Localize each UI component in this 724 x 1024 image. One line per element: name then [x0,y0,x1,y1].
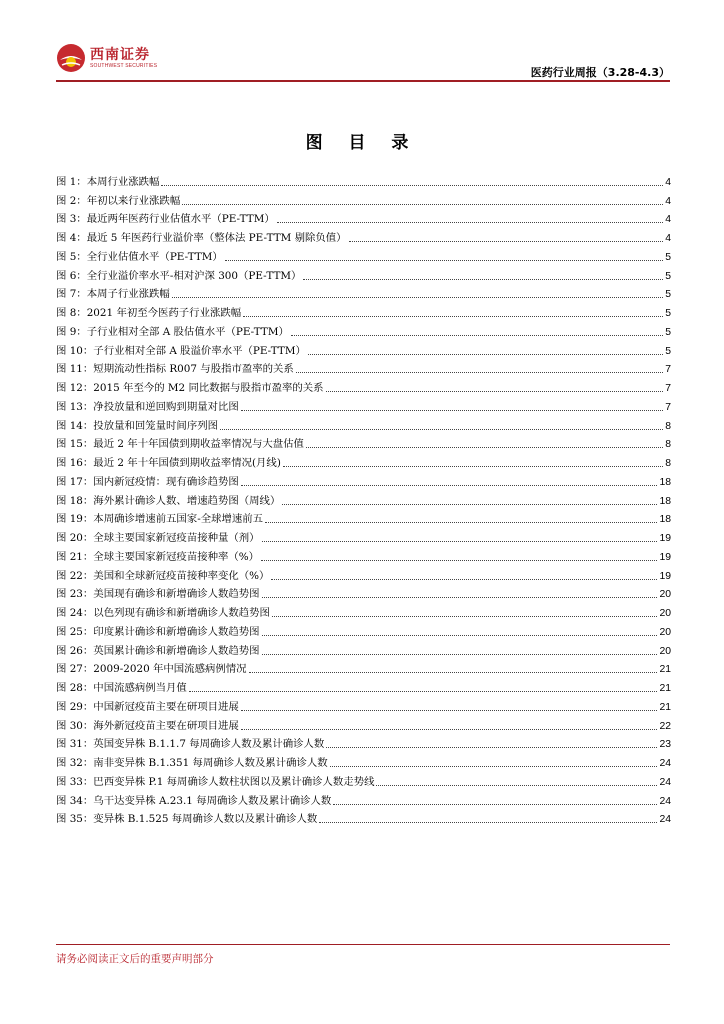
toc-entry-label[interactable]: 图 20：全球主要国家新冠疫苗接种量（剂） [56,532,260,544]
toc-leader-dots [283,466,663,467]
toc-entry-label[interactable]: 图 12：2015 年至今的 M2 同比数据与股指市盈率的关系 [56,382,324,394]
header-divider [56,80,670,82]
toc-leader-dots [330,766,658,767]
toc-entry-label[interactable]: 图 9：子行业相对全部 A 股估值水平（PE-TTM） [56,325,289,338]
company-logo-icon [56,43,86,73]
toc-entry[interactable] [56,808,671,827]
page-header [56,40,670,82]
toc-entry[interactable] [56,264,671,283]
report-title: 医药行业周报（3.28-4.3） [530,66,670,79]
toc-entry-label[interactable]: 图 26：英国累计确诊和新增确诊人数趋势图 [56,644,260,657]
toc-entry-page[interactable]: 20 [659,626,671,638]
toc-leader-dots [262,597,658,598]
toc-leader-dots [306,447,663,448]
toc-leader-dots [262,635,658,636]
toc-entry[interactable] [56,789,671,808]
toc-entry[interactable] [56,714,671,733]
toc-entry-page[interactable]: 7 [665,364,671,376]
toc-entry-label[interactable]: 图 19：本周确诊增速前五国家-全球增速前五 [56,513,264,526]
toc-entry[interactable] [56,301,671,320]
toc-entry-page[interactable]: 21 [659,664,671,676]
toc-leader-dots [319,822,657,823]
toc-entry-label[interactable]: 图 6：全行业溢价率水平-相对沪深 300（PE-TTM） [56,269,302,282]
toc-entry-page[interactable]: 4 [665,214,671,226]
toc-entry-label[interactable]: 图 17：国内新冠疫情：现有确诊趋势图 [56,475,239,488]
toc-entry[interactable] [56,545,671,564]
toc-entry[interactable] [56,226,671,245]
toc-entry[interactable] [56,733,671,752]
toc-leader-dots [262,654,658,655]
toc-entry-page[interactable]: 20 [659,608,671,619]
toc-entry-label[interactable]: 图 34：乌干达变异株 A.23.1 每周确诊人数及累计确诊人数 [56,794,332,807]
toc-leader-dots [265,522,657,523]
toc-leader-dots [303,279,663,280]
toc-entry-label[interactable]: 图 1：本周行业涨跌幅 [56,175,160,188]
toc-entry-page[interactable]: 21 [659,701,671,713]
toc-entry[interactable] [56,470,671,489]
toc-leader-dots [241,485,658,486]
toc-entry[interactable] [56,489,671,508]
toc-entry-label[interactable]: 图 2：年初以来行业涨跌幅 [56,194,181,207]
toc-entry[interactable] [56,358,671,377]
toc-entry[interactable] [56,508,671,527]
toc-entry-label[interactable]: 图 7：本周子行业涨跌幅 [56,288,170,301]
toc-entry[interactable] [56,620,671,639]
logo-english-name: SOUTHWEST SECURITIES [90,62,158,69]
toc-entry[interactable] [56,433,671,452]
toc-entry-label[interactable]: 图 5：全行业估值水平（PE-TTM） [56,250,223,263]
toc-entry-label[interactable]: 图 4：最近 5 年医药行业溢价率（整体法 PE-TTM 剔除负值） [56,232,347,244]
toc-entry[interactable] [56,770,671,789]
toc-leader-dots [282,504,657,505]
toc-entry[interactable] [56,676,671,695]
toc-entry-page[interactable]: 4 [665,176,671,188]
toc-entry-label[interactable]: 图 31：英国变异株 B.1.1.7 每周确诊人数及累计确诊人数 [56,738,325,751]
toc-entry-page[interactable]: 5 [665,251,671,263]
toc-entry-page[interactable]: 5 [665,308,671,319]
toc-leader-dots [225,260,663,261]
toc-entry[interactable] [56,245,671,264]
toc-entry-label[interactable]: 图 8：2021 年初至今医药子行业涨跌幅 [56,307,242,319]
toc-leader-dots [161,185,663,186]
toc-entry[interactable] [56,170,671,189]
toc-entry[interactable] [56,695,671,714]
toc-leader-dots [349,241,664,242]
toc-leader-dots [241,729,658,730]
toc-entry-page[interactable]: 7 [665,401,671,413]
toc-entry-page[interactable]: 24 [659,814,671,826]
toc-entry-page[interactable]: 4 [665,195,671,207]
company-logo [56,40,157,76]
toc-entry-label[interactable]: 图 27：2009-2020 年中国流感病例情况 [56,663,247,676]
toc-heading: 图 目 录 [305,133,419,153]
toc-leader-dots [277,222,663,223]
toc-entry[interactable] [56,601,671,620]
toc-entry-page[interactable]: 4 [665,233,671,244]
toc-entry[interactable] [56,283,671,302]
toc-leader-dots [272,616,657,617]
toc-entry[interactable] [56,564,671,583]
toc-entry-page[interactable]: 24 [659,795,671,807]
toc-entry-page[interactable]: 22 [659,720,671,732]
toc-entry[interactable] [56,526,671,545]
toc-entry[interactable] [56,339,671,358]
toc-entry-page[interactable]: 18 [659,495,671,507]
toc-leader-dots [326,391,664,392]
toc-entry-page[interactable]: 19 [659,551,671,563]
toc-entry[interactable] [56,451,671,470]
logo-chinese-name: 西南证券 [90,46,150,63]
toc-leader-dots [182,204,663,205]
toc-entry[interactable] [56,376,671,395]
toc-entry[interactable] [56,395,671,414]
toc-entry-page[interactable]: 8 [665,439,671,451]
toc-entry-label[interactable]: 图 13：净投放量和逆回购到期量对比图 [56,400,239,413]
toc-entry-label[interactable]: 图 11：短期流动性指标 R007 与股指市盈率的关系 [56,363,294,376]
toc-leader-dots [261,560,657,561]
toc-entry[interactable] [56,751,671,770]
toc-entry-label[interactable]: 图 21：全球主要国家新冠疫苗接种率（%） [56,550,260,563]
toc-leader-dots [249,672,658,673]
toc-entry-page[interactable]: 20 [659,645,671,657]
toc-entry-label[interactable]: 图 33：巴西变异株 P.1 每周确诊人数柱状图以及累计确诊人数走势线 [56,775,375,788]
toc-entry-page[interactable]: 18 [659,514,671,526]
toc-leader-dots [220,429,663,430]
toc-entry-page[interactable]: 5 [665,289,671,301]
toc-leader-dots [376,785,657,786]
toc-entry-label[interactable]: 图 30：海外新冠疫苗主要在研项目进展 [56,719,239,732]
toc-leader-dots [189,691,658,692]
toc-entry-label[interactable]: 图 15：最近 2 年十年国债到期收益率情况与大盘估值 [56,438,304,451]
footer-disclaimer: 请务必阅读正文后的重要声明部分 [56,953,214,965]
figure-list [56,170,671,826]
toc-entry-page[interactable]: 21 [659,683,671,694]
toc-leader-dots [262,541,658,542]
toc-entry-page[interactable]: 8 [665,420,671,432]
toc-entry-page[interactable]: 5 [665,326,671,338]
toc-leader-dots [326,747,657,748]
toc-entry-page[interactable]: 19 [659,533,671,544]
toc-entry-page[interactable]: 23 [659,739,671,751]
toc-entry-label[interactable]: 图 22：美国和全球新冠疫苗接种率变化（%） [56,569,270,582]
toc-entry-page[interactable]: 18 [659,476,671,488]
toc-leader-dots [291,335,663,336]
footer-divider [56,944,670,945]
toc-entry[interactable] [56,208,671,227]
toc-entry-page[interactable]: 24 [659,758,671,769]
toc-entry-label[interactable]: 图 3：最近两年医药行业估值水平（PE-TTM） [56,213,275,226]
toc-leader-dots [243,316,663,317]
toc-entry[interactable] [56,639,671,658]
toc-entry-label[interactable]: 图 24：以色列现有确诊和新增确诊人数趋势图 [56,607,270,619]
toc-entry-label[interactable]: 图 16：最近 2 年十年国债到期收益率情况(月线) [56,457,281,469]
toc-entry-page[interactable]: 20 [659,589,671,601]
toc-entry-page[interactable]: 24 [659,776,671,788]
toc-entry-label[interactable]: 图 23：美国现有确诊和新增确诊人数趋势图 [56,588,260,601]
toc-entry[interactable] [56,414,671,433]
toc-leader-dots [296,372,663,373]
toc-entry[interactable] [56,583,671,602]
toc-leader-dots [172,297,663,298]
toc-entry-label[interactable]: 图 35：变异株 B.1.525 每周确诊人数以及累计确诊人数 [56,813,318,826]
toc-entry[interactable] [56,189,671,208]
toc-entry-label[interactable]: 图 25：印度累计确诊和新增确诊人数趋势图 [56,625,260,638]
toc-entry[interactable] [56,658,671,677]
toc-leader-dots [333,804,657,805]
toc-leader-dots [308,354,663,355]
toc-leader-dots [271,579,657,580]
toc-entry[interactable] [56,320,671,339]
toc-leader-dots [241,710,658,711]
toc-entry-page[interactable]: 7 [665,383,671,394]
toc-entry-label[interactable]: 图 14：投放量和回笼量时间序列图 [56,419,218,432]
toc-entry-page[interactable]: 5 [665,270,671,282]
toc-entry-label[interactable]: 图 18：海外累计确诊人数、增速趋势图（周线） [56,494,281,507]
toc-entry-label[interactable]: 图 28：中国流感病例当月值 [56,682,187,694]
toc-entry-page[interactable]: 5 [665,345,671,357]
toc-entry-page[interactable]: 19 [659,570,671,582]
toc-entry-label[interactable]: 图 10：子行业相对全部 A 股溢价率水平（PE-TTM） [56,344,306,357]
toc-entry-page[interactable]: 8 [665,458,671,469]
toc-entry-label[interactable]: 图 32：南非变异株 B.1.351 每周确诊人数及累计确诊人数 [56,757,328,769]
toc-entry-label[interactable]: 图 29：中国新冠疫苗主要在研项目进展 [56,700,239,713]
toc-leader-dots [241,410,663,411]
